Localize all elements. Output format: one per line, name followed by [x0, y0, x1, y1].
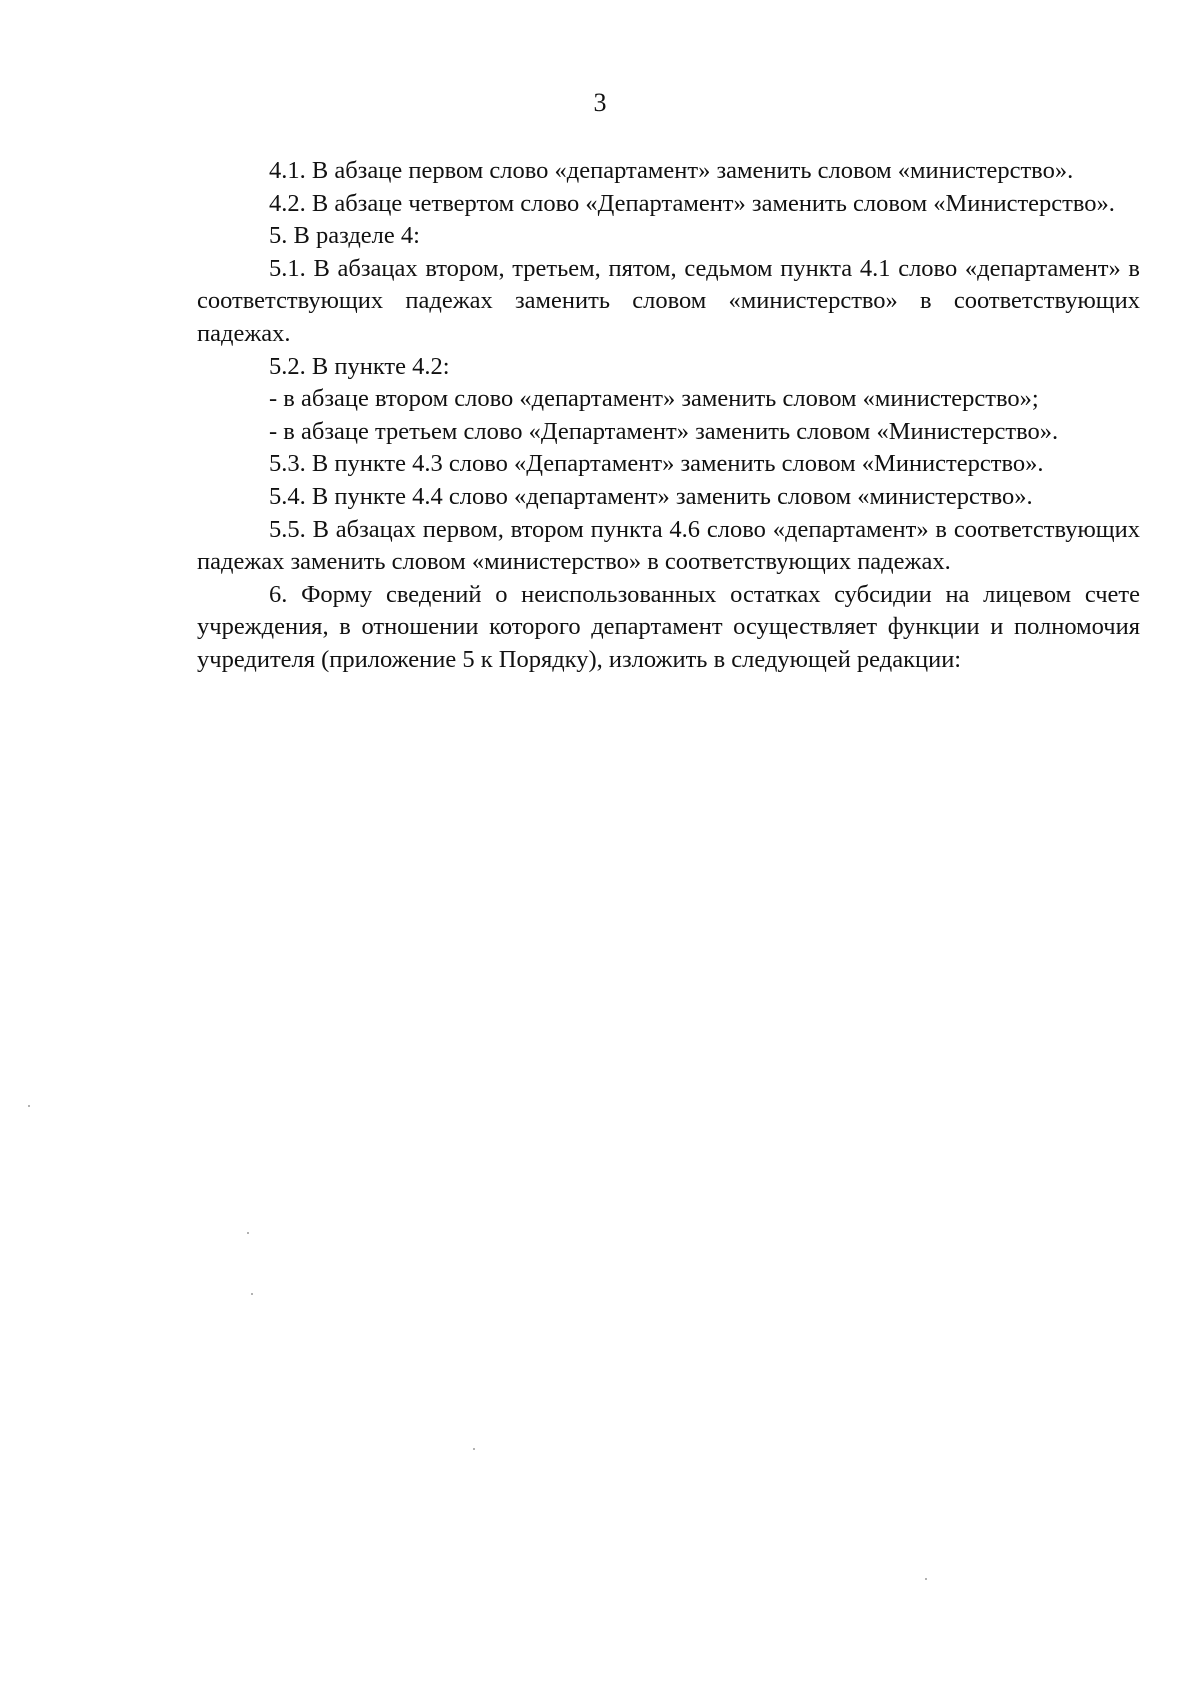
paragraph-6: 6. Форму сведений о неиспользованных остатках субсидии на лицевом счете учреждения, в отношении которого департамент осуществляет функции и полномочия учредителя (приложение 5 к Порядку), изложить в следующей редакции: [197, 580, 1140, 673]
document-body [197, 155, 1140, 677]
paragraph-5-5: 5.5. В абзацах первом, втором пункта 4.6 слово «департамент» в соответствующих падежах заменить словом «министерство» в соответствующих падежах. [197, 515, 1140, 576]
paragraph-5-3: 5.3. В пункте 4.3 слово «Департамент» заменить словом «Министерство». [269, 450, 1044, 478]
paragraph-4-1: 4.1. В абзаце первом слово «департамент» заменить словом «министерство». [269, 157, 1074, 184]
scan-speck [251, 1293, 253, 1295]
scan-speck [473, 1448, 475, 1450]
scan-speck [247, 1232, 249, 1234]
paragraph-5-4: 5.4. В пункте 4.4 слово «департамент» заменить словом «министерство». [269, 482, 1033, 510]
paragraph-5-1: 5.1. В абзацах втором, третьем, пятом, седьмом пункта 4.1 слово «департамент» в соответствующих падежах заменить словом «министерство» в соответствующих падежах. [197, 254, 1140, 347]
paragraph-5-2-item-1: - в абзаце втором слово «департамент» заменить словом «министерство»; [269, 385, 1039, 413]
paragraph-5: 5. В разделе 4: [269, 222, 420, 250]
page-number: 3 [593, 88, 607, 117]
scan-speck [28, 1105, 30, 1107]
paragraph-5-2-item-2: - в абзаце третьем слово «Департамент» заменить словом «Министерство». [269, 417, 1059, 445]
scan-speck [925, 1578, 927, 1580]
paragraph-4-2: 4.2. В абзаце четвертом слово «Департамент» заменить словом «Министерство». [269, 189, 1115, 217]
paragraph-5-2: 5.2. В пункте 4.2: [269, 352, 450, 380]
